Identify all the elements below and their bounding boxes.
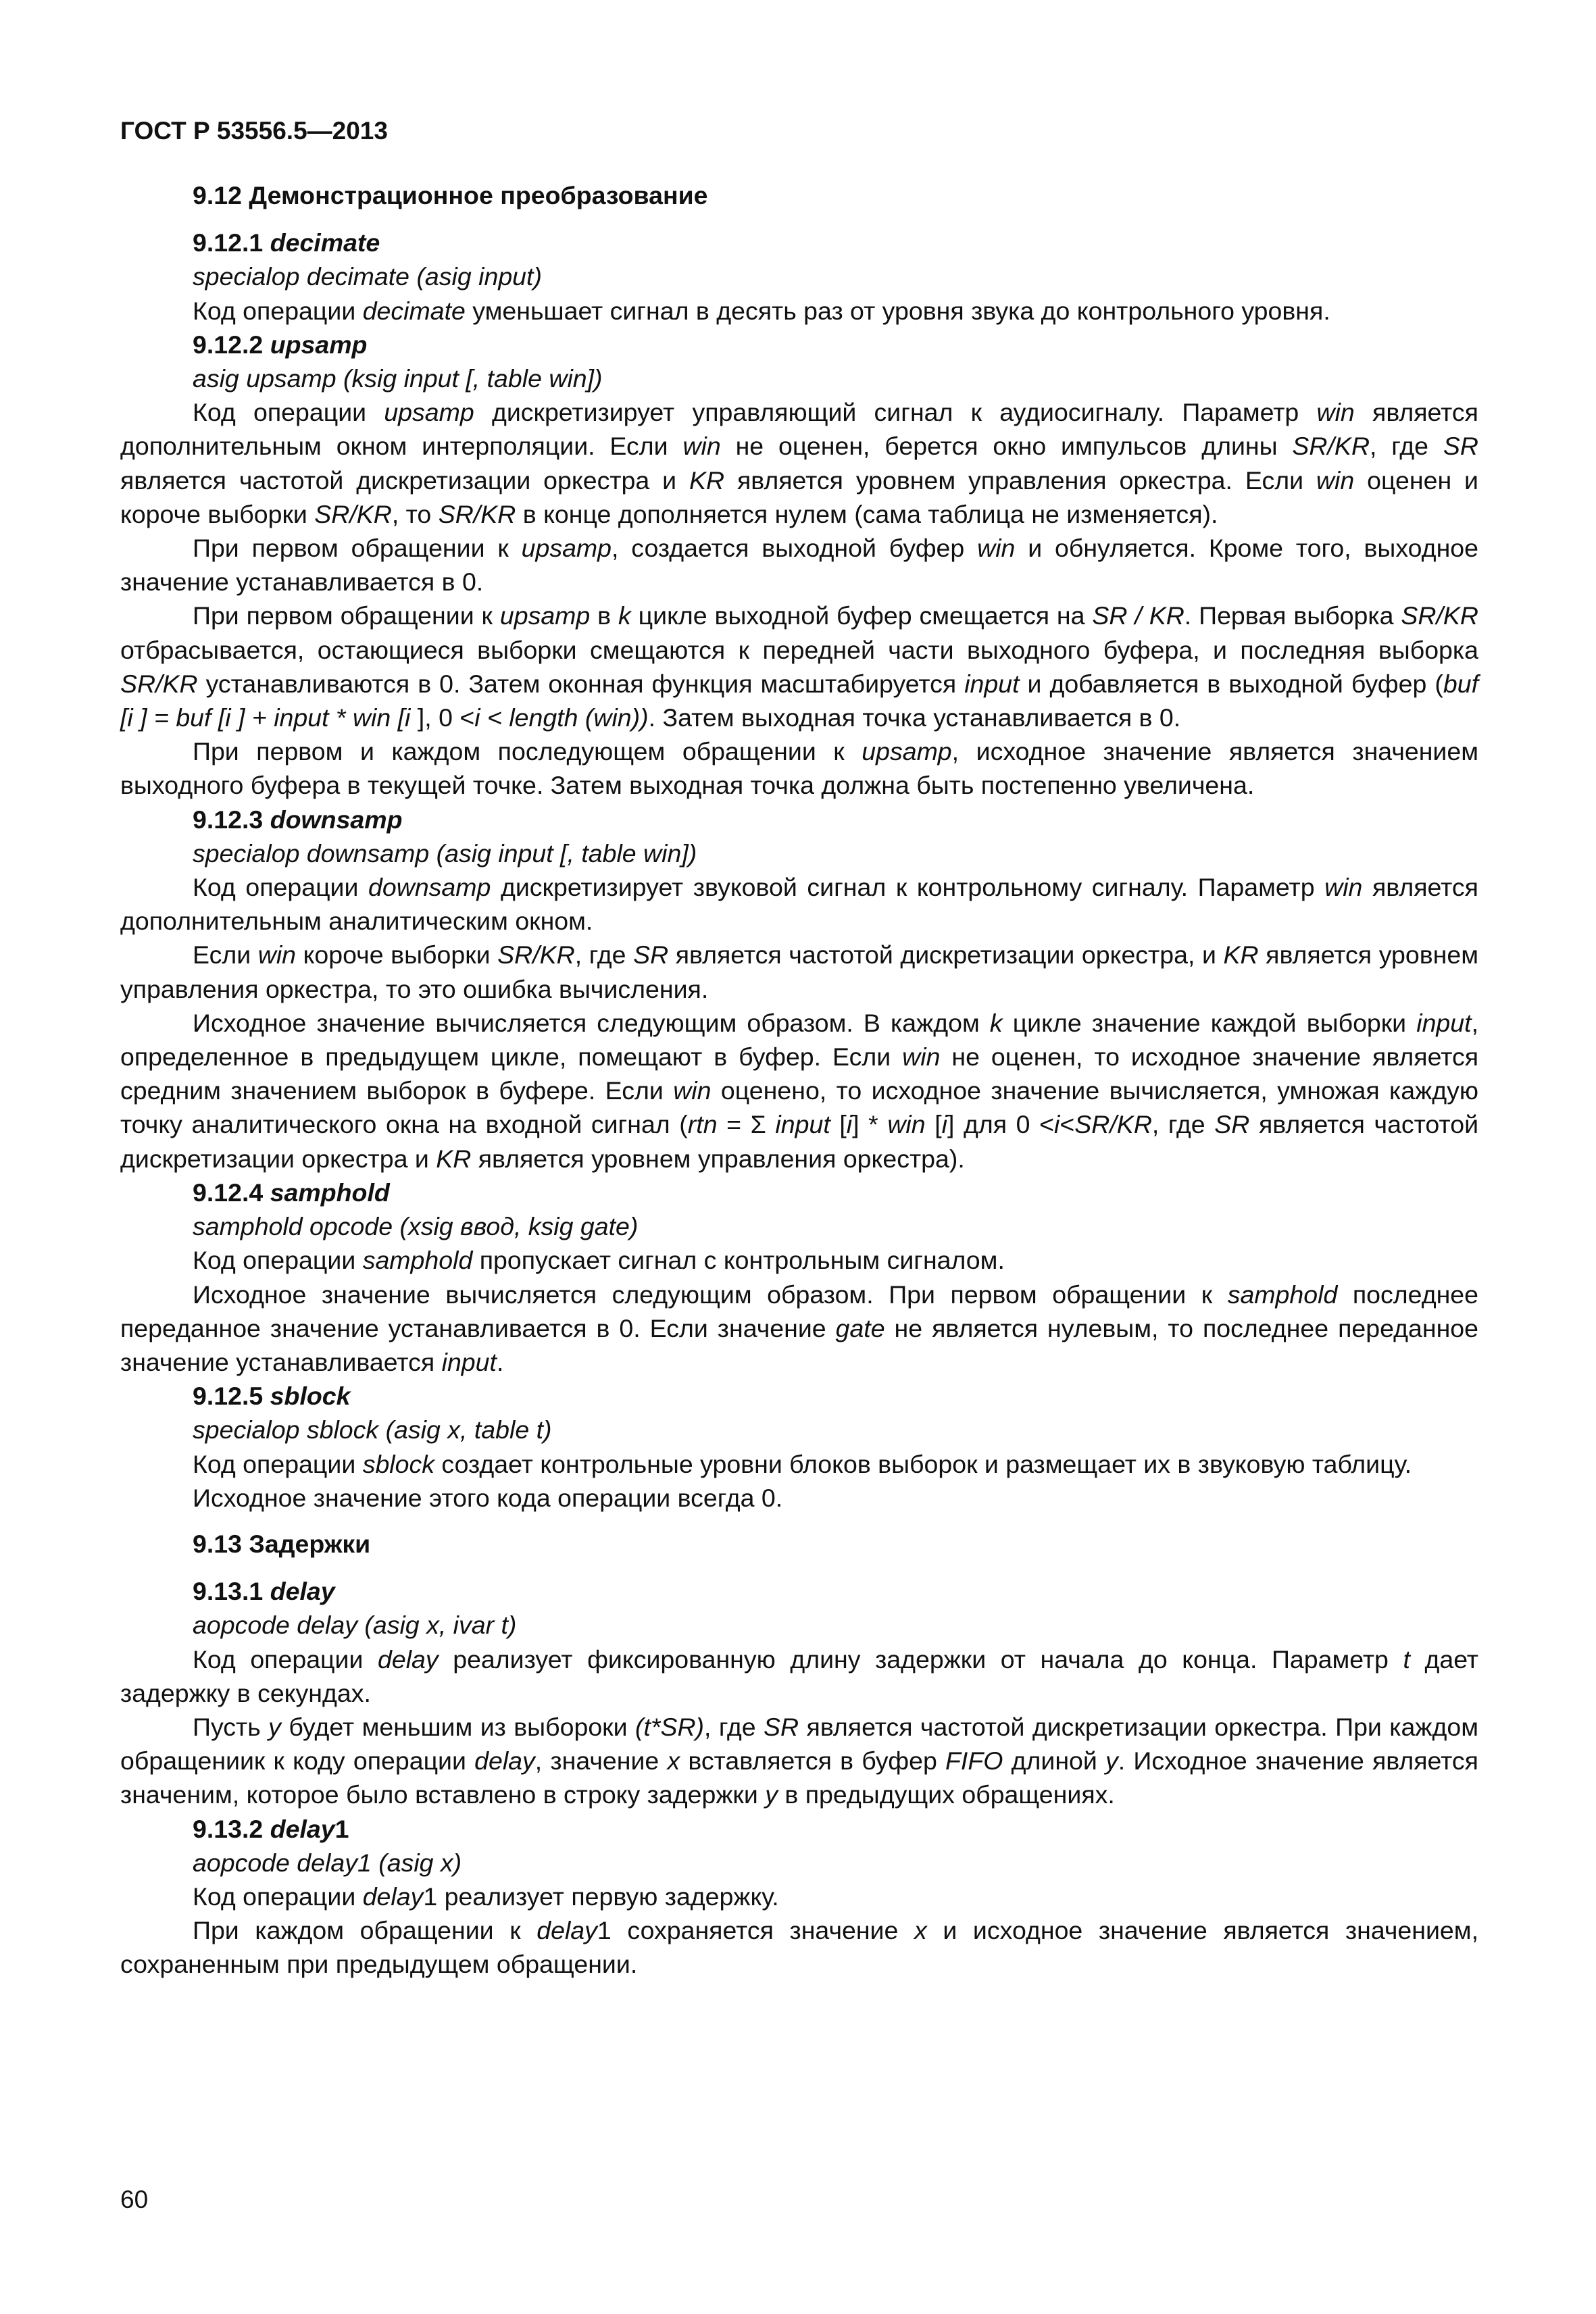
opcode-signature: specialop downsamp (asig input [, table win]) (193, 838, 697, 867)
opcode-signature: specialop sblock (asig x, table t) (193, 1415, 552, 1444)
subsection-heading: 9.12.1 decimate (193, 228, 380, 257)
subsection-heading: 9.13.1 delay (193, 1577, 335, 1606)
opcode-signature: aopcode delay (asig x, ivar t) (193, 1611, 517, 1640)
page-number: 60 (120, 2186, 149, 2213)
subsection-heading: 9.13.2 delay1 (193, 1814, 349, 1843)
paragraph: Код операции sblock создает контрольные уровни блоков выборок и размещает их в звуковую таблицу. (193, 1449, 1412, 1478)
subsection-heading: 9.12.4 samphold (193, 1178, 390, 1207)
paragraph: Исходное значение вычисляется следующим образом. При первом обращении к samphold последнее переданное значение устанавливается в 0. Если значение gate не является нулевым, то последнее переданное значение устанавливается input. (120, 1280, 1479, 1376)
paragraph: Исходное значение вычисляется следующим образом. В каждом k цикле значение каждой выборки input, определенное в предыдущем цикле, помещают в буфер. Если win не оценен, то исходное значение является средним значением выборок в буфере. Если win оценено, то исходное значение вычисляется, умножая каждую точку аналитического окна на входной сигнал (rtn = Σ input [i] * win [i] для 0 <i<SR/KR, где SR является частотой дискретизации оркестра и KR является уровнем управления оркестра). (120, 1008, 1479, 1173)
opcode-signature: aopcode delay1 (asig x) (193, 1848, 462, 1877)
paragraph: Пусть y будет меньшим из выбороки (t*SR), где SR является частотой дискретизации оркестра. При каждом обращениик к коду операции delay, значение x вставляется в буфер FIFO длиной y. Исходное значение является значеним, которое было вставлено в строку задержки y в предыдущих обращениях. (120, 1712, 1478, 1809)
document-code: ГОСТ Р 53556.5—2013 (120, 117, 388, 145)
subsection-heading: 9.12.3 downsamp (193, 805, 403, 834)
subsection-heading: 9.12.5 sblock (193, 1382, 351, 1411)
paragraph: Код операции decimate уменьшает сигнал в десять раз от уровня звука до контрольного уровня. (193, 296, 1330, 325)
subsection-heading: 9.12.2 upsamp (193, 330, 368, 359)
paragraph: Код операции downsamp дискретизирует звуковой сигнал к контрольному сигналу. Параметр win является дополнительным аналитическим окном. (120, 873, 1478, 936)
paragraph: Код операции delay1 реализует первую задержку. (193, 1882, 779, 1911)
document-page (120, 115, 1478, 1982)
paragraph: При каждом обращении к delay1 сохраняется значение x и исходное значение является значением, сохраненным при предыдущем обращении. (120, 1916, 1478, 1979)
paragraph: При первом и каждом последующем обращении к upsamp, исходное значение является значением выходного буфера в текущей точке. Затем выходная точка должна быть постепенно увеличена. (120, 737, 1478, 800)
paragraph: Код операции delay реализует фиксированную длину задержки от начала до конца. Параметр t дает задержку в секундах. (120, 1644, 1478, 1707)
section-heading: 9.13 Задержки (193, 1529, 371, 1558)
section-heading: 9.12 Демонстрационное преобразование (193, 181, 708, 209)
opcode-signature: samphold opcode (xsig ввод, ksig gate) (193, 1212, 639, 1241)
opcode-signature: specialop decimate (asig input) (193, 262, 542, 291)
document-body (120, 178, 1478, 1982)
paragraph: Код операции upsamp дискретизирует управляющий сигнал к аудиосигналу. Параметр win является дополнительным окном интерполяции. Если win не оценен, берется окно импульсов длины SR/KR, где SR является частотой дискретизации оркестра и KR является уровнем управления оркестра. Если win оценен и короче выборки SR/KR, то SR/KR в конце дополняется нулем (сама таблица не изменяется). (120, 398, 1479, 528)
paragraph: При первом обращении к upsamp, создается выходной буфер win и обнуляется. Кроме того, выходное значение устанавливается в 0. (120, 534, 1478, 597)
paragraph: При первом обращении к upsamp в k цикле выходной буфер смещается на SR / KR. Первая выборка SR/KR отбрасывается, остающиеся выборки смещаются к передней части выходного буфера, и последняя выборка SR/KR устанавливаются в 0. Затем оконная функция масштабируется input и добавляется в выходной буфер (buf [i ] = buf [i ] + input * win [i ], 0 <i < length (win)). Затем выходная точка устанавливается в 0. (120, 601, 1478, 732)
paragraph: Исходное значение этого кода операции всегда 0. (193, 1483, 783, 1512)
opcode-signature: asig upsamp (ksig input [, table win]) (193, 364, 603, 393)
paragraph: Код операции samphold пропускает сигнал с контрольным сигналом. (193, 1246, 1005, 1275)
paragraph: Если win короче выборки SR/KR, где SR является частотой дискретизации оркестра, и KR является уровнем управления оркестра, то это ошибка вычисления. (120, 940, 1478, 1003)
